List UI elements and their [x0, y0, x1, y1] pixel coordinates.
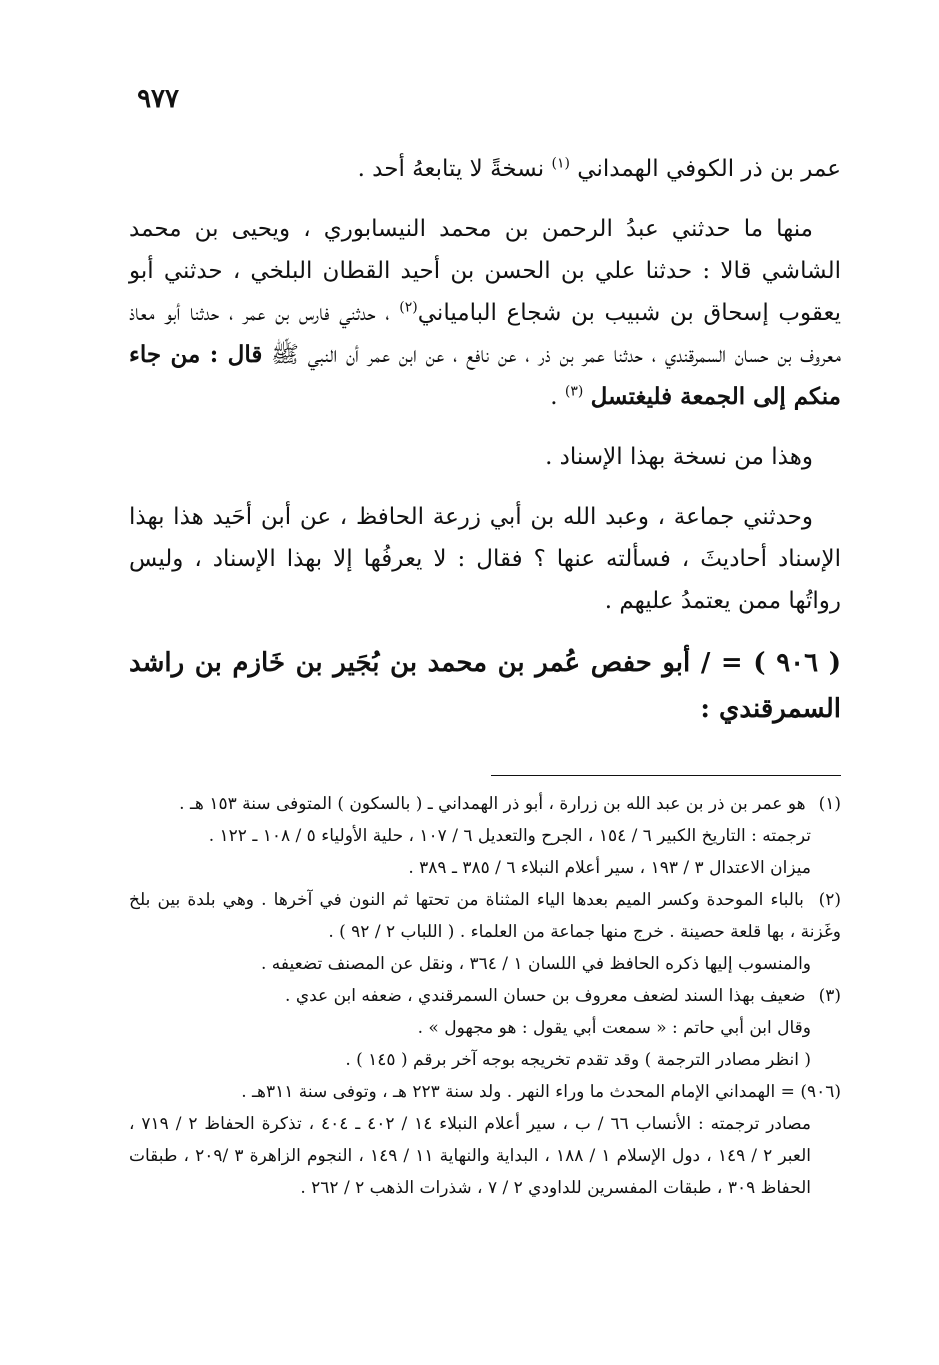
- footnote-906-line-2: مصادر ترجمته : الأنساب ٦٦ / ب ، سير أعلام النبلاء ١٤ / ٤٠٢ ـ ٤٠٤ ، تذكرة الحفاظ ٢ / ٧١٩ ، العبر ٢ / ١٤٩ ، دول الإسلام ١ / ١٨٨ ، البداية والنهاية ١١ / ١٤٩ ، النجوم الزاهرة ٣ /٢٠٩ ، طبقات الحفاظ ٣٠٩ ، طبقات المفسرين للداودي ٢ / ٧ ، شذرات الذهب ٢ / ٢٦٢ .: [129, 1114, 812, 1198]
- paragraph-2: [129, 208, 841, 418]
- footnote-3-text-1: ضعيف بهذا السند لضعف معروف بن حسان السمرقندي ، ضعفه ابن عدي .: [285, 986, 806, 1006]
- paragraph-4: وحدثني جماعة ، وعبد الله بن أبي زرعة الحافظ ، عن أبن أحَيد هذا بهذا الإسناد أحاديثَ ، فسألته عنها ؟ فقال : لا يعرفُها إلا بهذا الإسناد ، وليس رواتُها ممن يعتمدُ عليهم .: [129, 504, 841, 614]
- footnote-1-line-1: [129, 788, 841, 820]
- footnote-divider: [491, 775, 841, 776]
- entry-heading: ( ٩٠٦ ) = / أبو حفص عُمر بن محمد بن بُجَير بن خَازم بن راشد السمرقندي :: [129, 648, 841, 724]
- footnote-1-line-3: ميزان الاعتدال ٣ / ١٩٣ ، سير أعلام النبلاء ٦ / ٣٨٥ ـ ٣٨٩ .: [408, 858, 811, 878]
- paragraph-1-text-end: نسخةً لا يتابعهُ أحد .: [357, 156, 545, 182]
- page-number: ٩٧٧: [137, 84, 179, 114]
- paragraph-2-end: .: [550, 384, 558, 410]
- footnote-ref-2: (٢): [399, 299, 418, 316]
- footnote-2-text-1: بالباء الموحدة وكسر الميم بعدها الياء المثناة من تحتها ثم النون في آخرها . وهي بلدة بين بلخ وغَزنة ، بها قلعة حصينة . خرج منها جماعة من العلماء . ( اللباب ٢ / ٩٢ ) .: [129, 890, 841, 942]
- paragraph-1-text: عمر بن ذر الكوفي الهمداني: [577, 156, 841, 182]
- paragraph-3: وهذا من نسخة بهذا الإسناد .: [545, 444, 813, 470]
- footnote-906-text-1: = الهمداني الإمام المحدث ما وراء النهر . ولد سنة ٢٢٣ هـ ، وتوفى سنة ٣١١هـ .: [241, 1082, 795, 1102]
- footnote-3-number: (٣): [818, 986, 841, 1006]
- footnote-2: [129, 884, 841, 980]
- footnote-1-text-1: هو عمر بن ذر بن عبد الله بن زرارة ، أبو ذر الهمداني ـ ( بالسكون ) المتوفى سنة ١٥٣ هـ .: [179, 794, 806, 814]
- footnote-2-line-1: [129, 884, 841, 948]
- footnote-ref-3: (٣): [564, 383, 584, 400]
- footnote-ref-1: (١): [551, 155, 570, 172]
- footnote-3: [129, 980, 841, 1076]
- hadith-quote: قال : من جاء منكم إلى الجمعة فليغتسل: [129, 341, 841, 410]
- paragraph-2-text-a: منها ما حدثني عبدُ الرحمن بن محمد النيسابوري ، ويحيى بن محمد الشاشي قالا : حدثنا علي بن الحسن بن أحيد القطان البلخي ، حدثني أبو يعقوب إسحاق بن شبيب بن شجاع البامياني: [129, 216, 841, 326]
- footnote-906-line-1: [129, 1076, 841, 1108]
- footnote-1: [129, 788, 841, 884]
- main-text: [129, 148, 841, 732]
- footnote-906-number: (٩٠٦): [800, 1082, 841, 1102]
- footnote-3-line-2: وقال ابن أبي حاتم : « سمعت أبي يقول : هو مجهول » .: [417, 1018, 811, 1038]
- footnote-906: [129, 1076, 841, 1204]
- footnote-1-line-2: ترجمته : التاريخ الكبير ٦ / ١٥٤ ، الجرح والتعديل ٦ / ١٠٧ ، حلية الأولياء ٥ / ١٠٨ ـ ١٢٢ .: [208, 826, 811, 846]
- footnote-3-line-3: ( انظر مصادر الترجمة ) وقد تقدم تخريجه بوجه آخر برقم ( ١٤٥ ) .: [345, 1050, 811, 1070]
- footnote-1-number: (١): [818, 794, 841, 814]
- footnote-2-number: (٢): [818, 890, 841, 910]
- footnote-2-line-2: والمنسوب إليها ذكره الحافظ في اللسان ١ / ٣٦٤ ، ونقل عن المصنف تضعيفه .: [260, 954, 811, 974]
- paragraph-2-text-b: ، حدثني فارس بن عمر ، حدثنا أبو معاذ معروف بن حسان السمرقندي ، حدثنا عمر بن ذر ، عن نافع ، عن ابن عمر أن النبي ﷺ: [129, 300, 841, 368]
- paragraph-1: [129, 148, 841, 190]
- footnotes: [129, 788, 841, 1204]
- footnote-3-line-1: [129, 980, 841, 1012]
